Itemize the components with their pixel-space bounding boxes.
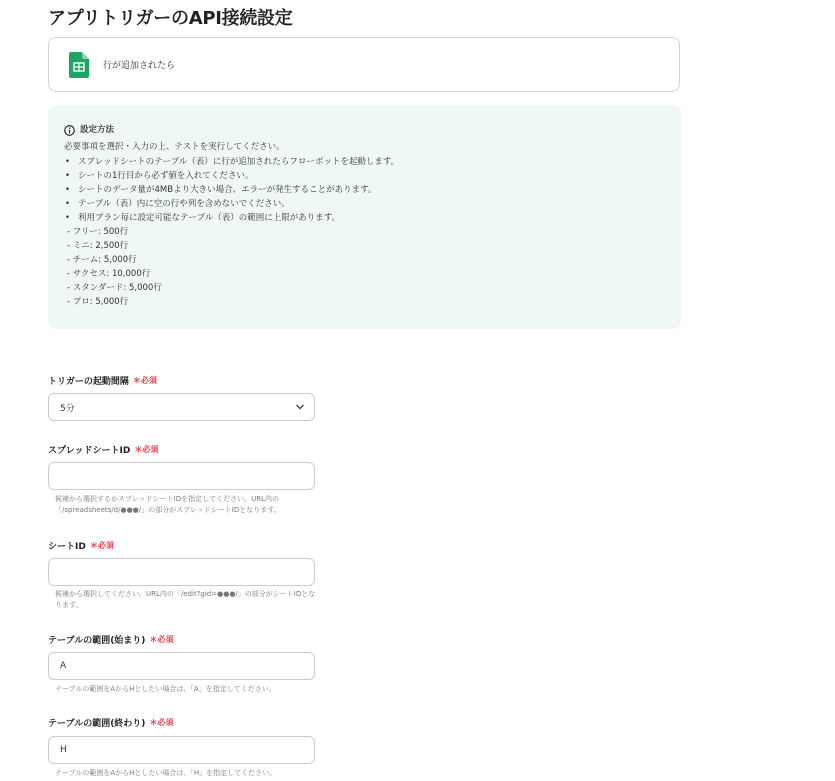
interval-select-value: 5分 — [60, 403, 75, 414]
range-start-input[interactable] — [48, 652, 315, 680]
info-heading — [64, 123, 681, 137]
info-icon — [64, 125, 75, 136]
plan-limit-item: - ミニ: 2,500行 — [67, 241, 129, 251]
google-sheets-icon — [69, 52, 89, 78]
range-end-label — [48, 715, 173, 729]
required-mark: ＊必須 — [134, 444, 159, 454]
info-bullet: • シートの1行目から必ず値を入れてください。 — [74, 169, 681, 183]
interval-label — [48, 373, 157, 387]
plan-limit-item: - スタンダード: 5,000行 — [67, 283, 162, 293]
range-end-help: テーブルの範囲をAからHとしたい場合は、「H」を指定してください。 — [55, 769, 277, 777]
info-intro: 必要事項を選択・入力の上、テストを実行してください。 — [64, 142, 285, 152]
spreadsheet-id-label — [48, 442, 158, 456]
info-bullets — [64, 155, 681, 225]
plan-limit-item: - フリー: 500行 — [67, 227, 129, 237]
required-mark: ＊必須 — [89, 540, 114, 550]
info-bullet: • スプレッドシートのテーブル（表）に行が追加されたらフローボットを起動します。 — [74, 155, 681, 169]
interval-select[interactable] — [48, 393, 315, 421]
plan-limit-item: - チーム: 5,000行 — [67, 255, 137, 265]
plan-limit-item: - プロ: 5,000行 — [67, 297, 129, 307]
info-box — [48, 105, 681, 329]
sheet-id-label — [48, 538, 114, 552]
spreadsheet-id-help: 候補から選択するかスプレッドシートIDを指定してください。URL内の「/spreadsheets/d/●●●/」の部分がスプレッドシートIDとなります。 — [55, 495, 281, 514]
range-start-label-text: テーブルの範囲(始まり) — [48, 635, 146, 646]
range-end-value: H — [60, 745, 67, 755]
sheet-id-help: 候補から選択してください。URL内の「/edit?gid=●●●/」の部分がシートIDとなります。 — [55, 590, 316, 609]
trigger-label: 行が追加されたら — [103, 61, 176, 71]
required-mark: ＊必須 — [149, 717, 174, 727]
required-mark: ＊必須 — [149, 634, 174, 644]
chevron-down-icon — [295, 403, 305, 411]
range-start-help: テーブルの範囲をAからHとしたい場合は、「A」を指定してください。 — [55, 685, 276, 693]
info-bullet: • シートのデータ量が4MBより大きい場合、エラーが発生することがあります。 — [74, 183, 681, 197]
sheet-id-label-text: シートID — [48, 541, 86, 552]
range-end-label-text: テーブルの範囲(終わり) — [48, 718, 146, 729]
range-start-label — [48, 632, 173, 646]
spreadsheet-id-label-text: スプレッドシートID — [48, 445, 131, 456]
info-bullet: • テーブル（表）内に空の行や列を含めないでください。 — [74, 197, 681, 211]
plan-limit-item: - サクセス: 10,000行 — [67, 269, 151, 279]
range-start-value: A — [60, 661, 67, 671]
required-mark: ＊必須 — [132, 375, 157, 385]
range-end-input[interactable] — [48, 736, 315, 764]
spreadsheet-id-input[interactable] — [48, 462, 315, 490]
page-title: アプリトリガーのAPI接続設定 — [48, 8, 293, 29]
plan-limits — [64, 225, 681, 309]
interval-label-text: トリガーの起動間隔 — [48, 376, 129, 387]
info-bullet: • 利用プラン毎に設定可能なテーブル（表）の範囲に上限があります。 — [74, 211, 681, 225]
info-heading-text: 設定方法 — [80, 125, 115, 135]
trigger-card[interactable] — [48, 37, 680, 92]
sheet-id-input[interactable] — [48, 558, 315, 586]
